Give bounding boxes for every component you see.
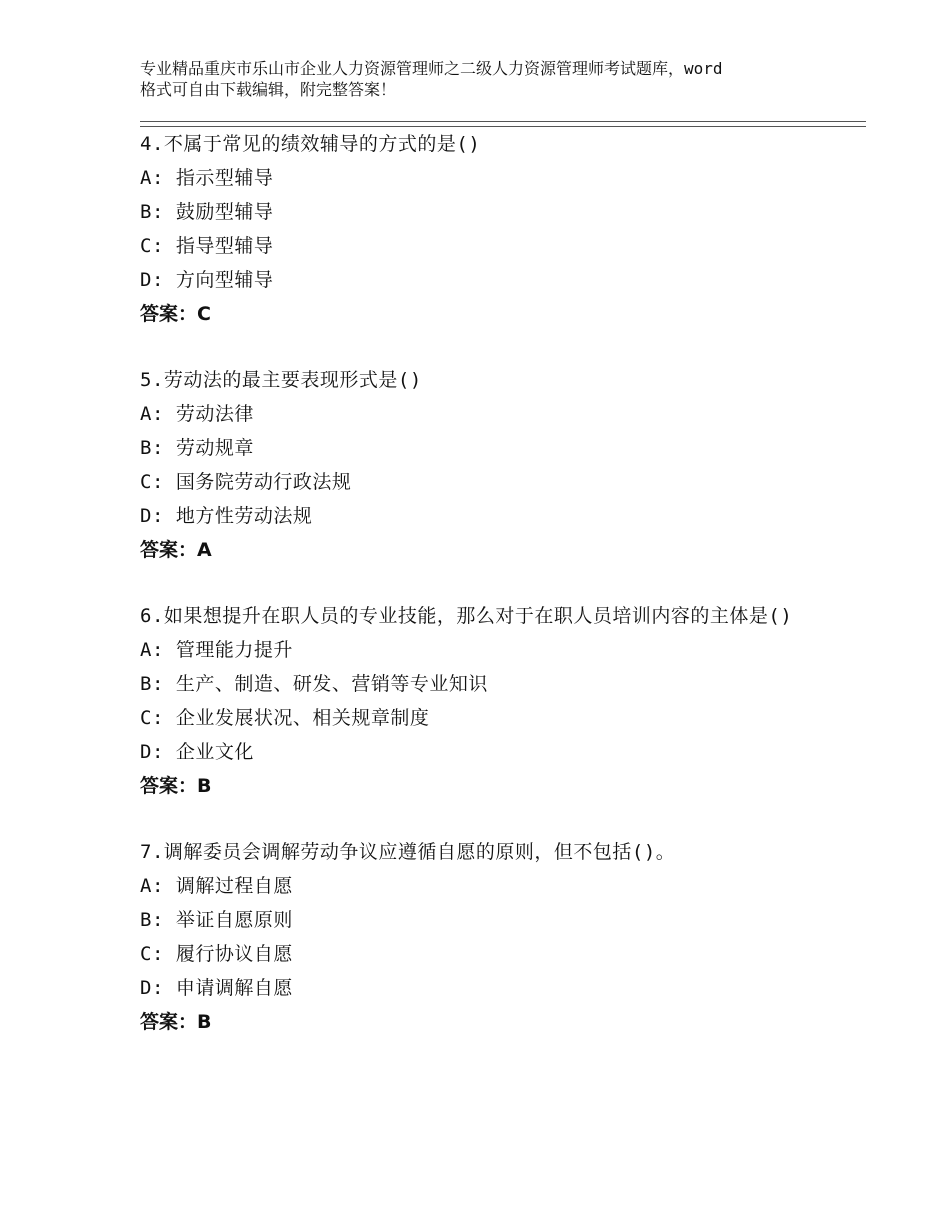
- option-a: [140, 869, 860, 903]
- option-text: 举证自愿原则: [175, 909, 293, 931]
- option-b: [140, 667, 860, 701]
- option-text: 企业发展状况、相关规章制度: [175, 707, 430, 729]
- option-text: 指导型辅导: [175, 235, 274, 257]
- option-d: [140, 263, 860, 297]
- option-key: A:: [140, 167, 164, 189]
- option-c: [140, 937, 860, 971]
- question-4: [140, 127, 860, 331]
- option-key: C:: [140, 471, 164, 493]
- question-stem: 5.劳动法的最主要表现形式是(): [140, 369, 422, 391]
- header-line-1: 专业精品重庆市乐山市企业人力资源管理师之二级人力资源管理师考试题库，word: [140, 59, 723, 78]
- answer-label: 答案：B: [140, 1011, 212, 1033]
- option-key: D:: [140, 977, 164, 999]
- answer-label: 答案：A: [140, 539, 212, 561]
- option-b: [140, 903, 860, 937]
- option-key: B:: [140, 201, 164, 223]
- option-key: C:: [140, 707, 164, 729]
- option-d: [140, 735, 860, 769]
- answer-label: 答案：B: [140, 775, 212, 797]
- question-5: [140, 363, 860, 567]
- option-text: 地方性劳动法规: [175, 505, 313, 527]
- option-key: A:: [140, 403, 164, 425]
- document-header: [140, 58, 840, 100]
- option-text: 调解过程自愿: [175, 875, 293, 897]
- option-b: [140, 431, 860, 465]
- option-text: 方向型辅导: [175, 269, 274, 291]
- question-6: [140, 599, 860, 803]
- option-text: 劳动法律: [175, 403, 254, 425]
- option-b: [140, 195, 860, 229]
- question-stem: 7.调解委员会调解劳动争议应遵循自愿的原则，但不包括()。: [140, 841, 676, 863]
- option-key: B:: [140, 909, 164, 931]
- header-line-2: 格式可自由下载编辑，附完整答案！: [140, 80, 397, 99]
- option-key: B:: [140, 437, 164, 459]
- question-stem: 4.不属于常见的绩效辅导的方式的是(): [140, 133, 481, 155]
- option-text: 生产、制造、研发、营销等专业知识: [175, 673, 488, 695]
- question-7: [140, 835, 860, 1039]
- option-a: [140, 633, 860, 667]
- option-text: 履行协议自愿: [175, 943, 293, 965]
- option-key: D:: [140, 269, 164, 291]
- option-key: B:: [140, 673, 164, 695]
- option-a: [140, 161, 860, 195]
- option-text: 劳动规章: [175, 437, 254, 459]
- header-divider-top: [140, 121, 866, 122]
- option-c: [140, 701, 860, 735]
- option-key: C:: [140, 235, 164, 257]
- option-text: 申请调解自愿: [175, 977, 293, 999]
- option-text: 指示型辅导: [175, 167, 274, 189]
- option-text: 管理能力提升: [175, 639, 293, 661]
- answer-label: 答案：C: [140, 303, 211, 325]
- option-c: [140, 229, 860, 263]
- option-text: 国务院劳动行政法规: [175, 471, 352, 493]
- option-key: A:: [140, 875, 164, 897]
- option-c: [140, 465, 860, 499]
- option-d: [140, 499, 860, 533]
- option-text: 企业文化: [175, 741, 254, 763]
- option-key: D:: [140, 741, 164, 763]
- question-list: [140, 127, 860, 1071]
- option-text: 鼓励型辅导: [175, 201, 274, 223]
- option-d: [140, 971, 860, 1005]
- option-key: C:: [140, 943, 164, 965]
- option-key: D:: [140, 505, 164, 527]
- question-stem: 6.如果想提升在职人员的专业技能，那么对于在职人员培训内容的主体是(): [140, 605, 793, 627]
- option-a: [140, 397, 860, 431]
- option-key: A:: [140, 639, 164, 661]
